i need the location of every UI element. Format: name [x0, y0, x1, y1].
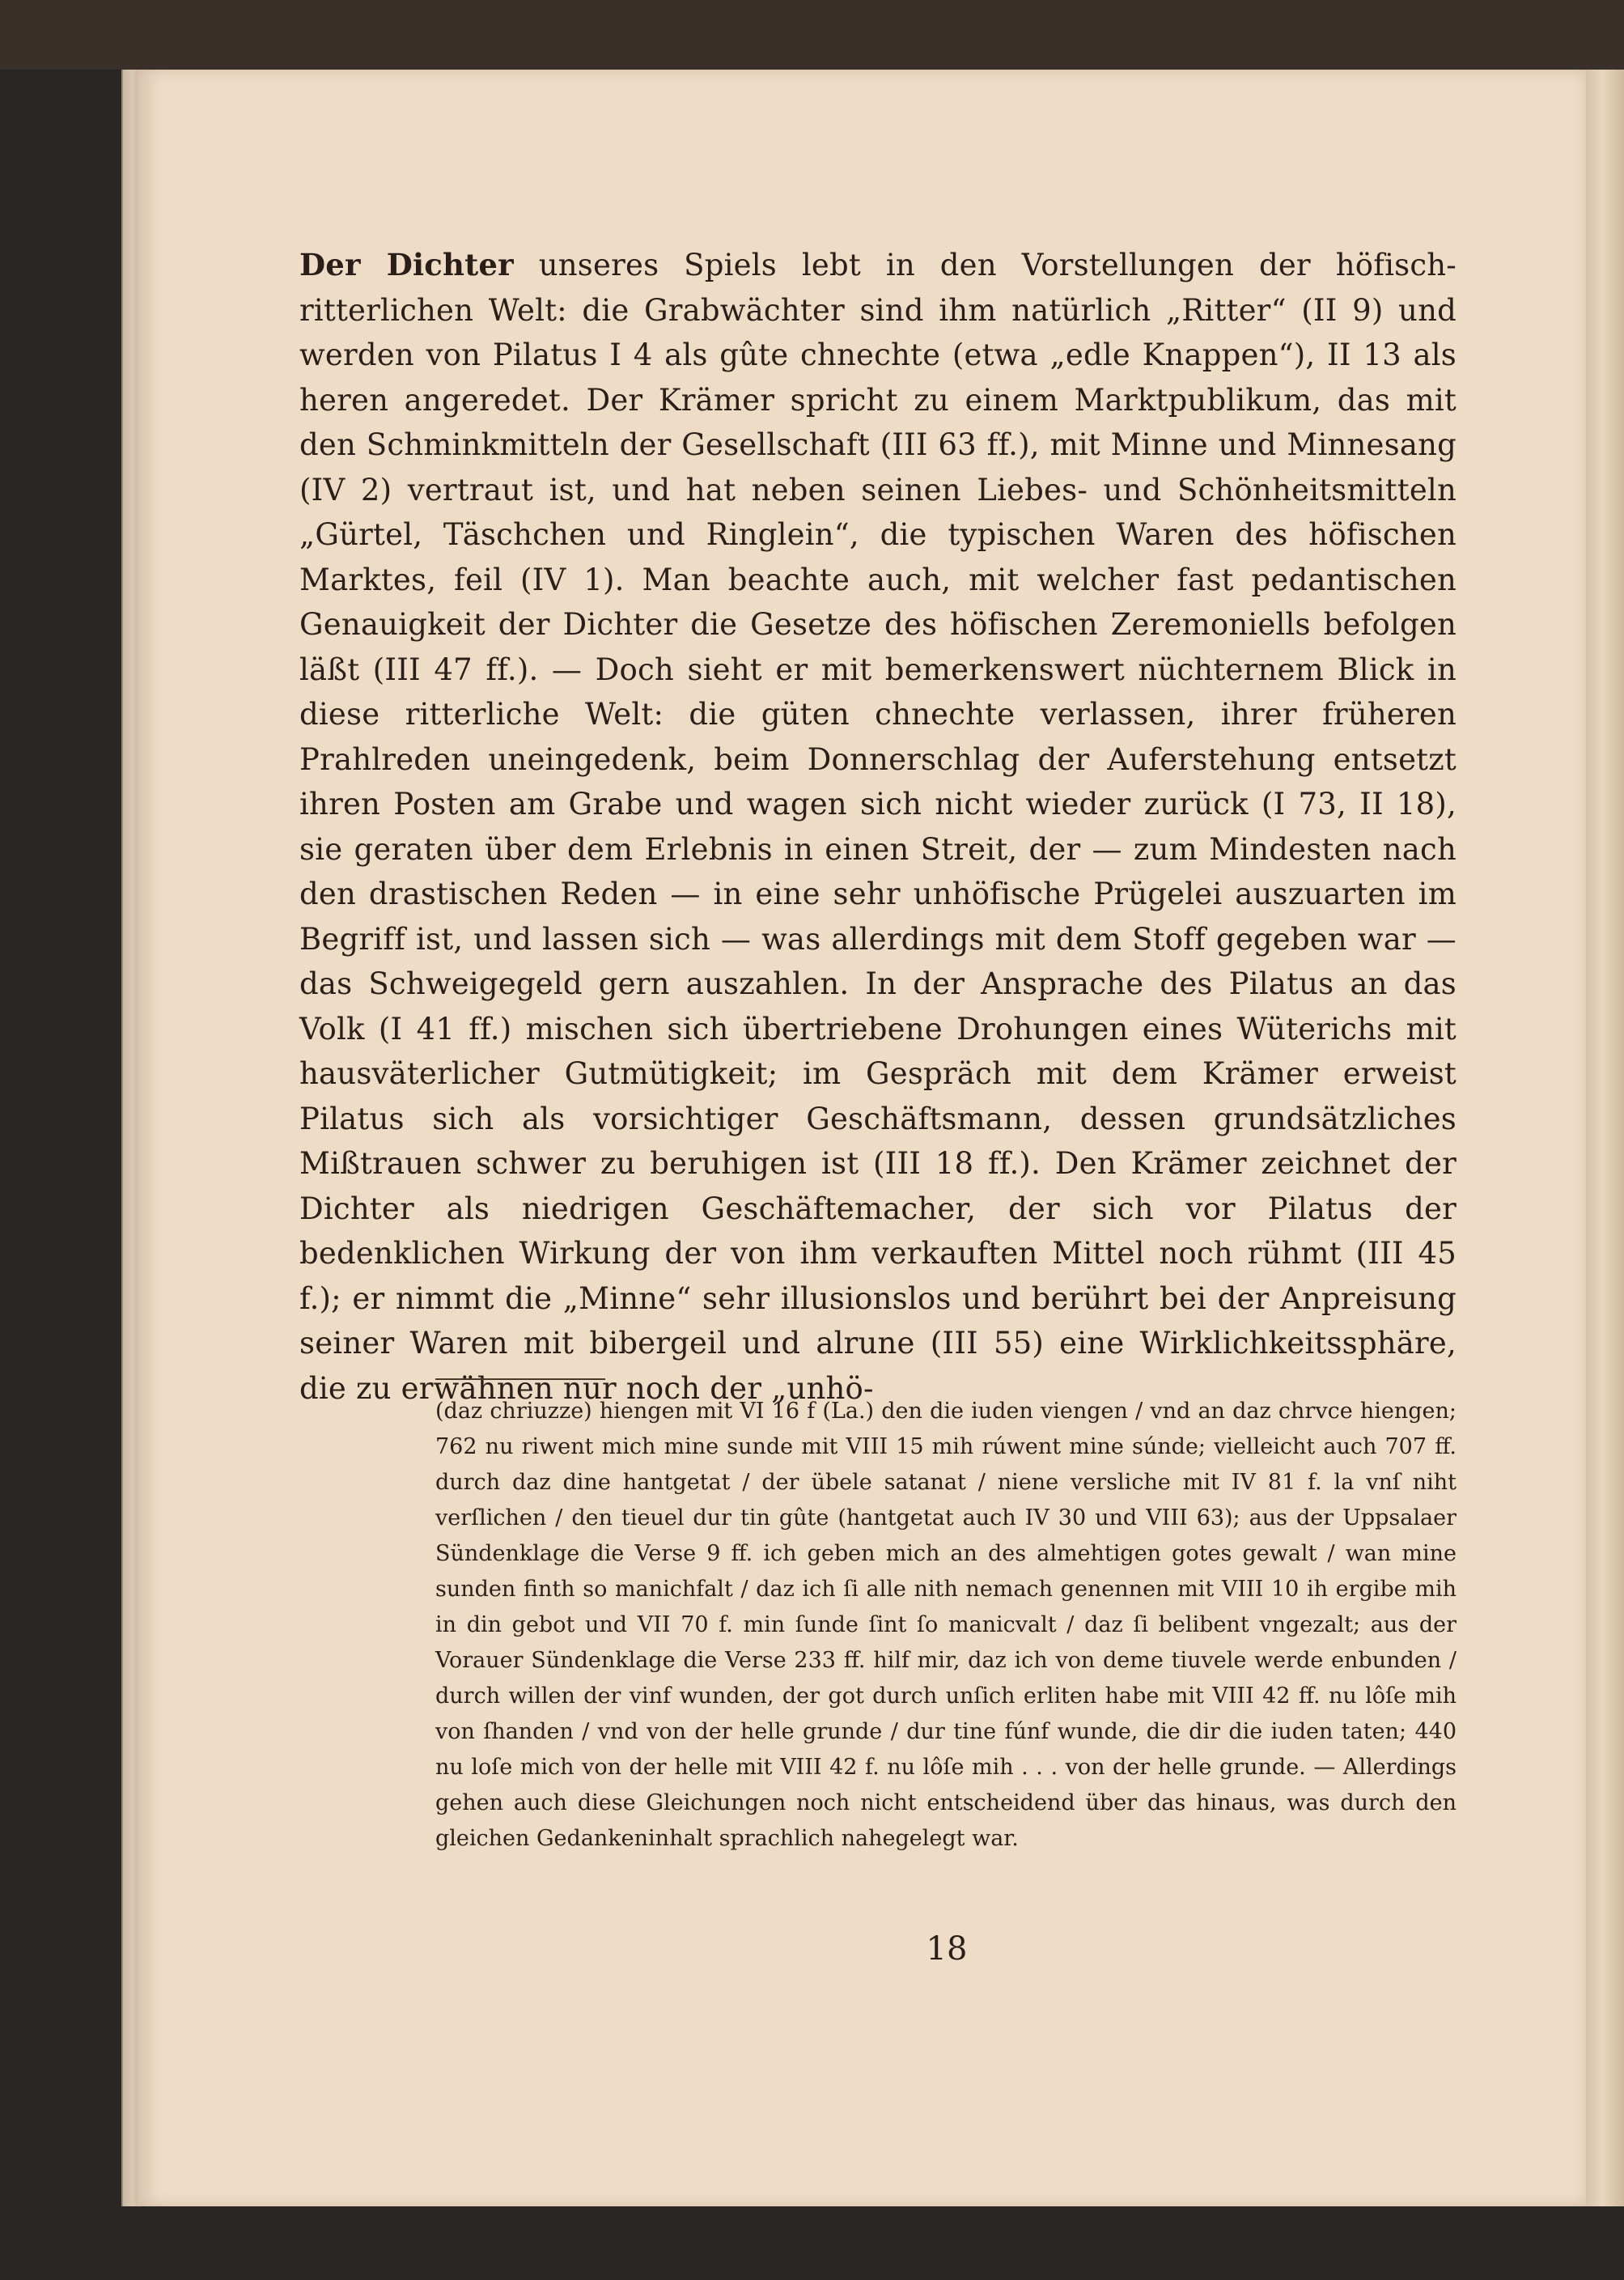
main-text-block	[299, 243, 1457, 1411]
lead-words: Der Dichter	[299, 247, 514, 282]
body-paragraph	[299, 243, 1457, 1411]
paragraph-text: unseres Spiels lebt in den Vorstellungen der höfisch-ritterlichen Welt: die Grabwächter sind ihm natürlich „Ritter“ (II 9) und werden von Pilatus I 4 als gûte chnechte (etwa „edle Knappen“), II 13 als heren angeredet. Der Krämer spricht zu einem Marktpublikum, das mit den Schminkmitteln der Gesellschaft (III 63 ff.), mit Minne und Minnesang (IV 2) vertraut ist, und hat neben seinen Liebes- und Schönheitsmitteln „Gürtel, Täschchen und Ringlein“, die typischen Waren des höfischen Marktes, feil (IV 1). Man beachte auch, mit welcher fast pedantischen Genauigkeit der Dichter die Gesetze des höfischen Zeremoniells befolgen läßt (III 47 ff.). — Doch sieht er mit bemerkenswert nüchternem Blick in diese ritterliche Welt: die güten chnechte verlassen, ihrer früheren Prahlreden uneingedenk, beim Donnerschlag der Auferstehung entsetzt ihren Posten am Grabe und wagen sich nicht wieder zurück (I 73, II 18), sie geraten über dem Erlebnis in einen Streit, der — zum Mindesten nach den drastischen Reden — in eine sehr unhöfische Prügelei auszuarten im Begriff ist, und lassen sich — was allerdings mit dem Stoff gegeben war — das Schweigegeld gern auszahlen. In der Ansprache des Pilatus an das Volk (I 41 ff.) mischen sich übertriebene Drohungen eines Wüterichs mit hausväterlicher Gutmütigkeit; im Gespräch mit dem Krämer erweist Pilatus sich als vorsichtiger Geschäftsmann, dessen grundsätzliches Mißtrauen schwer zu beruhigen ist (III 18 ff.). Den Krämer zeichnet der Dichter als niedrigen Geschäftemacher, der sich vor Pilatus der bedenklichen Wirkung der von ihm verkauften Mittel noch rühmt (III 45 f.); er nimmt die „Minne“ sehr illusionslos und berührt bei der Anpreisung seiner Waren mit bibergeil und alrune (III 55) eine Wirklichkeitssphäre, die zu erwähnen nur noch der „unhö-	[299, 248, 1457, 1406]
facing-page-edge	[1586, 70, 1624, 2206]
footnote-separator	[435, 1378, 605, 1380]
scan-background	[0, 0, 1624, 70]
footnote-text: (daz chriuzze) hiengen mit VI 16 f (La.) den die iuden viengen / vnd an daz chrvce hiengen; 762 nu riwent mich mine sunde mit VIII 15 mih rúwent mine súnde; vielleicht auch 707 ff. durch daz dine hantgetat / der übele satanat / niene versliche mit IV 81 f. la vnſ niht verſlichen / den tieuel dur tin gûte (hantgetat auch IV 30 und VIII 63); aus der Uppsalaer Sündenklage die Verse 9 ff. ich geben mich an des almehtigen gotes gewalt / wan mine sunden finth so manichfalt / daz ich ſi alle nith nemach genennen mit VIII 10 ih ergibe mih in din gebot und VII 70 f. min ſunde ſint ſo manicvalt / daz ſi belibent vngezalt; aus der Vorauer Sündenklage die Verse 233 ff. hilf mir, daz ich von deme tiuvele werde enbunden / durch willen der vinf wunden, der got durch unſich erliten habe mit VIII 42 ff. nu lôſe mih von ſhanden / vnd von der helle grunde / dur tine fúnf wunde, die dir die iuden taten; 440 nu loſe mich von der helle mit VIII 42 f. nu lôſe mih . . . von der helle grunde. — Allerdings gehen auch diese Gleichungen noch nicht entscheidend über das hinaus, was durch den gleichen Gedankeninhalt sprachlich nahegelegt war.	[435, 1399, 1457, 1851]
page-number: 18	[926, 1930, 968, 1968]
footnote-block	[435, 1394, 1457, 1857]
